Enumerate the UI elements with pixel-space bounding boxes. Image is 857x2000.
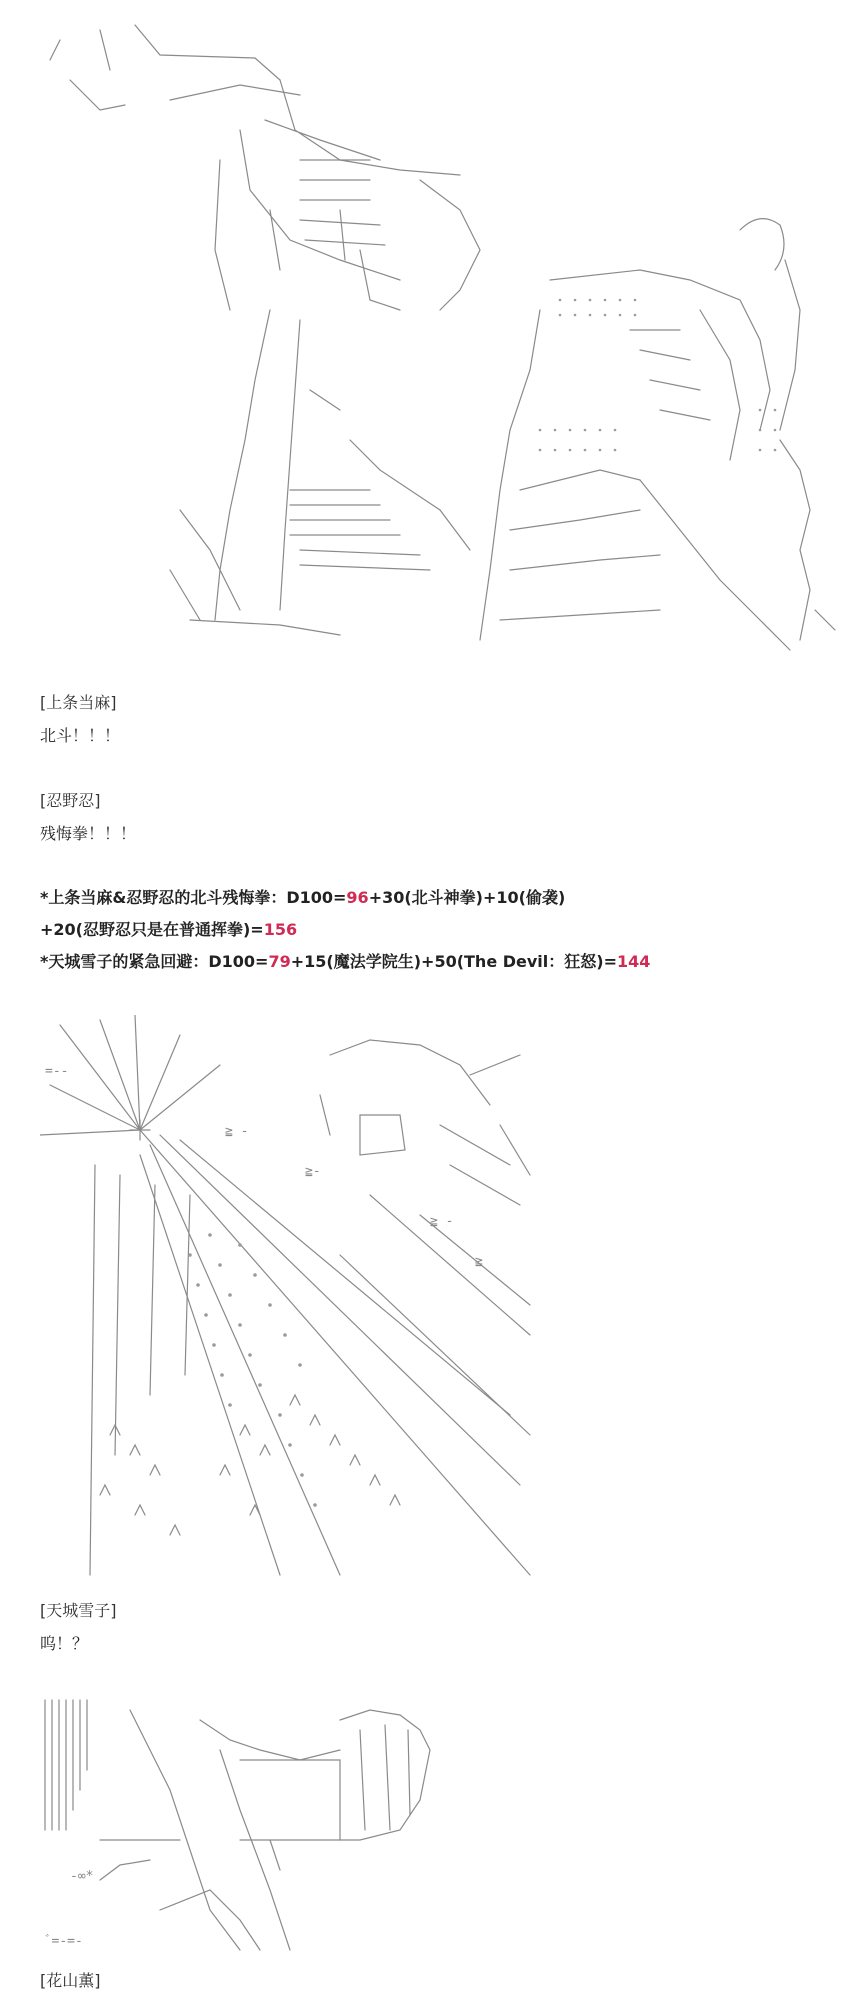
dice-roll-attack-line-2 (40, 914, 565, 946)
roll-text: *天城雪子的紧急回避：D100= (40, 952, 269, 971)
svg-text:=--: =-- (45, 1064, 69, 1079)
speaker-label: [忍野忍] (40, 791, 101, 810)
speaker-label: [花山薫] (40, 1971, 101, 1990)
svg-text:-∞*: -∞* (70, 1869, 94, 1884)
svg-text:≧-: ≧- (305, 1164, 321, 1179)
ascii-art-fist (40, 1690, 490, 1960)
roll-total: 156 (263, 920, 298, 939)
speaker-label: [天城雪子] (40, 1601, 117, 1620)
roll-text: +15(魔法学院生)+50(The Devil：狂怒)= (290, 952, 617, 971)
roll-text: +20(忍野忍只是在普通挥拳)= (40, 920, 264, 939)
svg-text:≧ -: ≧ - (225, 1124, 249, 1139)
die-result: 79 (268, 952, 291, 971)
ascii-art-fist-drawing (40, 1690, 490, 1960)
dialogue-line: 北斗！！！ (40, 726, 121, 745)
roll-text: +30(北斗神拳)+10(偷袭) (368, 888, 566, 907)
dialogue-line: 残悔拳！！！ (40, 824, 137, 843)
roll-total: 144 (617, 952, 651, 971)
ascii-art-punch-flash (40, 1015, 535, 1585)
ascii-art-punch-flash-drawing (40, 1015, 535, 1585)
speaker-label: [上条当麻] (40, 693, 117, 712)
svg-text:≧ -: ≧ - (430, 1214, 454, 1229)
dice-roll-attack (40, 882, 565, 946)
svg-text:≧: ≧ (475, 1254, 483, 1269)
ascii-art-kamijou-shinobu-drawing (40, 10, 840, 680)
svg-text:ﾞ=-=-: ﾞ=-=- (45, 1934, 83, 1949)
roll-text: *上条当麻&忍野忍的北斗残悔拳：D100= (40, 888, 347, 907)
dice-roll-attack-line-1 (40, 882, 565, 914)
dice-roll-evade (40, 946, 650, 978)
die-result: 96 (346, 888, 369, 907)
dialogue-line: 呜！？ (40, 1634, 89, 1653)
ascii-art-kamijou-shinobu (40, 10, 840, 680)
